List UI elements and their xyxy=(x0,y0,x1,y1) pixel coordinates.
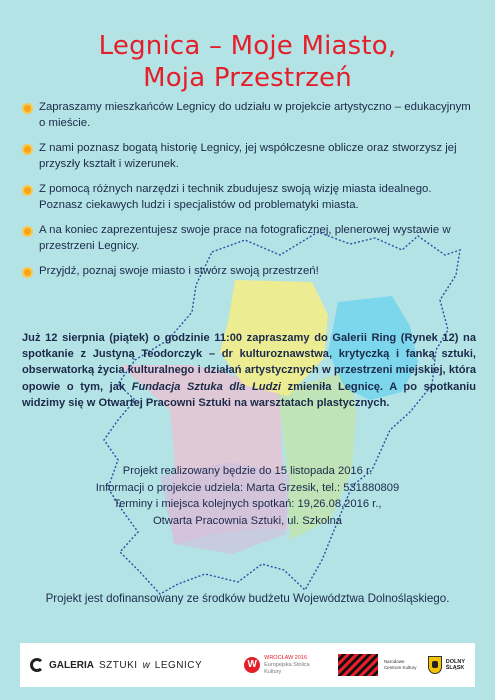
slask-word: ŚLĄSK xyxy=(445,665,465,671)
event-text-end: zmieniła Legnicę. A po spotkaniu widzimy się w Otwartej Pracowni Sztuki na warsztatach plastycznych. xyxy=(22,380,476,409)
bullet-text: A na koniec zaprezentujesz swoje prace na fotograficznej, plenerowej wystawie w przestrzeni Legnicy. xyxy=(39,224,451,252)
bullet-text: Z pomocą różnych narzędzi i technik zbudujesz swoją wizję miasta idealnego. Poznasz ciekawych ludzi i specjalistów od problematyki miasta. xyxy=(39,183,432,211)
bullet-list xyxy=(22,100,477,290)
event-announcement xyxy=(22,330,476,411)
bullet-dot-icon xyxy=(22,103,33,114)
bullet-item xyxy=(22,141,477,172)
galeria-sztuki-logo xyxy=(30,658,202,672)
bullet-item xyxy=(22,182,477,213)
wroclaw-text xyxy=(264,655,328,676)
info-line: Otwarta Pracownia Sztuki, ul. Szkolna xyxy=(152,514,343,527)
bullet-text: Z nami poznasz bogatą historię Legnicy, jej współczesne oblicze oraz stworzysz jej przyszły kształt i wizerunek. xyxy=(39,142,457,170)
striped-logo-icon xyxy=(338,654,378,676)
wroclaw-line-2: Europejska Stolica Kultury xyxy=(264,661,310,675)
bullet-item xyxy=(22,264,477,280)
bullet-dot-icon xyxy=(22,267,33,278)
w-word: w xyxy=(142,659,150,671)
info-line: Informacji o projekcie udziela: Marta Grzesik, tel.: 531880809 xyxy=(95,481,400,494)
bullet-dot-icon xyxy=(22,185,33,196)
poster-title xyxy=(0,30,495,94)
info-line: Projekt realizowany będzie do 15 listopada 2016 r. xyxy=(122,465,373,477)
funding-note: Projekt jest dofinansowany ze środków budżetu Województwa Dolnośląskiego. xyxy=(45,592,450,605)
stripe-logo-text: Narodowe Centrum Kultury xyxy=(383,659,417,670)
galeria-g-icon xyxy=(30,658,44,672)
project-info xyxy=(0,463,495,529)
sztuki-word: SZTUKI xyxy=(99,659,138,671)
legnicy-word: LEGNICY xyxy=(154,659,203,671)
wroclaw-2016-logo xyxy=(244,655,328,676)
bullet-item xyxy=(22,223,477,254)
wroclaw-line-1: WROCŁAW 2016 xyxy=(264,654,308,661)
bullet-item xyxy=(22,100,477,131)
bullet-dot-icon xyxy=(22,144,33,155)
galeria-word: GALERIA xyxy=(49,659,94,671)
dolny-slask-logo xyxy=(446,659,465,672)
bullet-text: Zapraszamy mieszkańców Legnicy do udziału w projekcie artystyczno – edukacyjnym o mieście. xyxy=(39,101,471,129)
bullet-dot-icon xyxy=(22,226,33,237)
dolny-slask-crest-icon xyxy=(428,656,442,674)
bullet-text: Przyjdź, poznaj swoje miasto i stwórz swoją przestrzeń! xyxy=(39,265,319,277)
wroclaw-w-icon: W xyxy=(244,657,260,673)
sponsor-footer xyxy=(20,643,475,687)
info-line: Terminy i miejsca kolejnych spotkań: 19,26.08.2016 r., xyxy=(113,498,382,510)
dolny-word: DOLNY xyxy=(445,658,465,665)
title-line-1: Legnica – Moje Miasto, xyxy=(98,31,397,61)
foundation-name: Fundacja Sztuka dla Ludzi xyxy=(131,380,281,393)
title-line-2: Moja Przestrzeń xyxy=(143,63,352,93)
event-text-start: Już 12 sierpnia (piątek) o godzinie 11:00 zapraszamy do Galerii Ring (Rynek 12) na spotkanie z Justyną Teodorczyk – dr kulturoznawstwa, krytyczką i fanką sztuki, obserwatorką życia kulturalnego i działań artystycznych w przestrzeni miejskiej, która opowie o tym, jak xyxy=(22,332,476,393)
